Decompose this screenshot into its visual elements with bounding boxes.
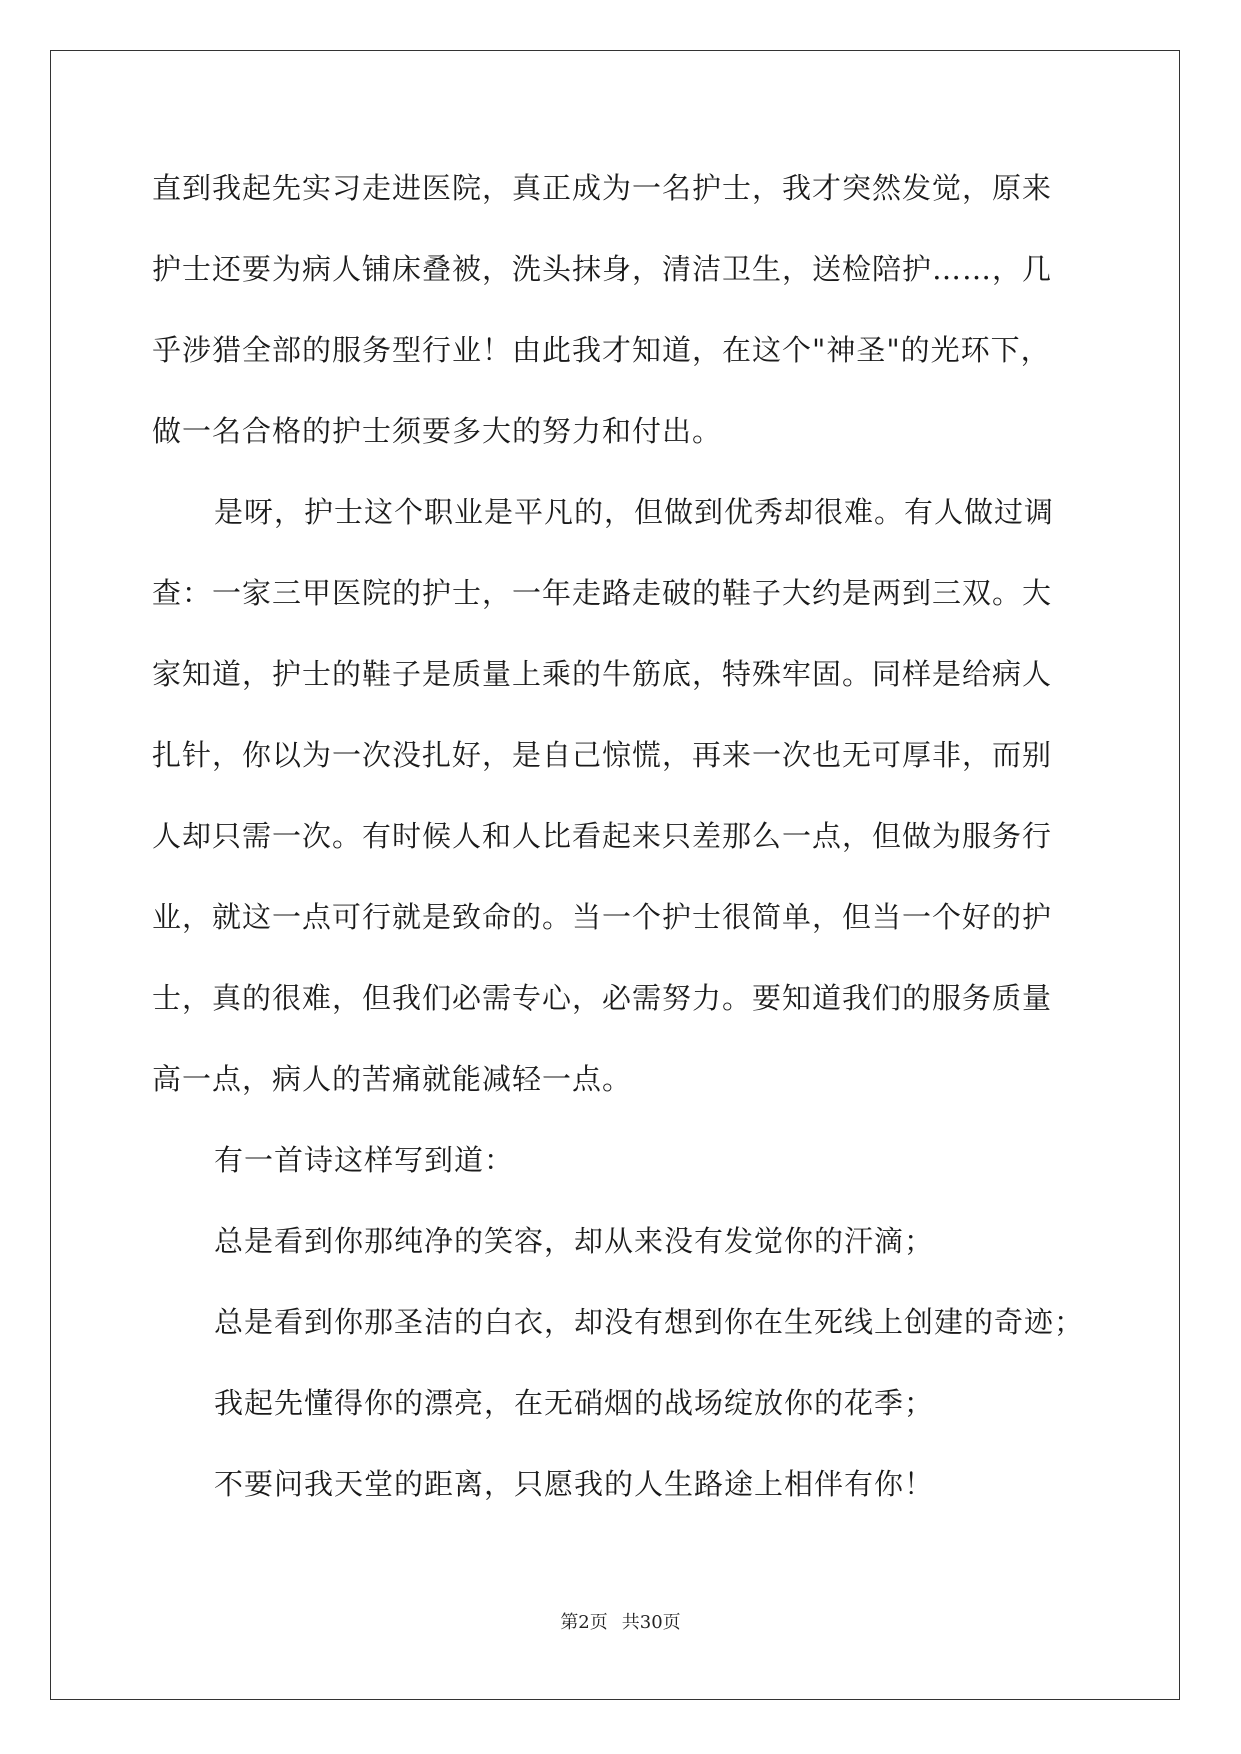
text-line: 护士还要为病人铺床叠被，洗头抹身，清洁卫生，送检陪护……，几 bbox=[152, 252, 1053, 286]
text-line: 我起先懂得你的漂亮，在无硝烟的战场绽放你的花季； bbox=[214, 1386, 935, 1420]
page-footer bbox=[0, 1608, 1241, 1634]
text-line: 业，就这一点可行就是致命的。当一个护士很简单，但当一个好的护 bbox=[152, 900, 1053, 934]
text-line: 做一名合格的护士须要多大的努力和付出。 bbox=[152, 414, 723, 448]
text-line: 扎针，你以为一次没扎好，是自己惊慌，再来一次也无可厚非，而别 bbox=[152, 738, 1053, 772]
text-line: 总是看到你那圣洁的白衣，却没有想到你在生死线上创建的奇迹； bbox=[214, 1305, 1085, 1339]
poem-line-4 bbox=[152, 1456, 1092, 1537]
text-line: 查：一家三甲医院的护士，一年走路走破的鞋子大约是两到三双。大 bbox=[152, 576, 1053, 610]
paragraph-3 bbox=[152, 1132, 1092, 1213]
poem-line-2 bbox=[152, 1294, 1092, 1375]
text-line: 是呀，护士这个职业是平凡的，但做到优秀却很难。有人做过调 bbox=[214, 495, 1055, 529]
text-line: 总是看到你那纯净的笑容，却从来没有发觉你的汗滴； bbox=[214, 1224, 935, 1258]
text-line: 乎涉猎全部的服务型行业！由此我才知道，在这个"神圣"的光环下， bbox=[152, 333, 1051, 367]
text-line: 士，真的很难，但我们必需专心，必需努力。要知道我们的服务质量 bbox=[152, 981, 1053, 1015]
paragraph-1 bbox=[152, 160, 1092, 484]
paragraph-2 bbox=[152, 484, 1092, 1132]
poem-line-1 bbox=[152, 1213, 1092, 1294]
text-line: 人却只需一次。有时候人和人比看起来只差那么一点，但做为服务行 bbox=[152, 819, 1053, 853]
text-line: 有一首诗这样写到道： bbox=[214, 1143, 515, 1177]
page-total: 共30页 bbox=[621, 1612, 681, 1633]
text-line: 不要问我天堂的距离，只愿我的人生路途上相伴有你！ bbox=[214, 1467, 935, 1501]
document-body bbox=[152, 160, 1092, 1537]
page-number: 第2页 bbox=[560, 1612, 608, 1633]
text-line: 高一点，病人的苦痛就能减轻一点。 bbox=[152, 1062, 633, 1096]
text-line: 直到我起先实习走进医院，真正成为一名护士，我才突然发觉，原来 bbox=[152, 171, 1053, 205]
text-line: 家知道，护士的鞋子是质量上乘的牛筋底，特殊牢固。同样是给病人 bbox=[152, 657, 1053, 691]
poem-line-3 bbox=[152, 1375, 1092, 1456]
